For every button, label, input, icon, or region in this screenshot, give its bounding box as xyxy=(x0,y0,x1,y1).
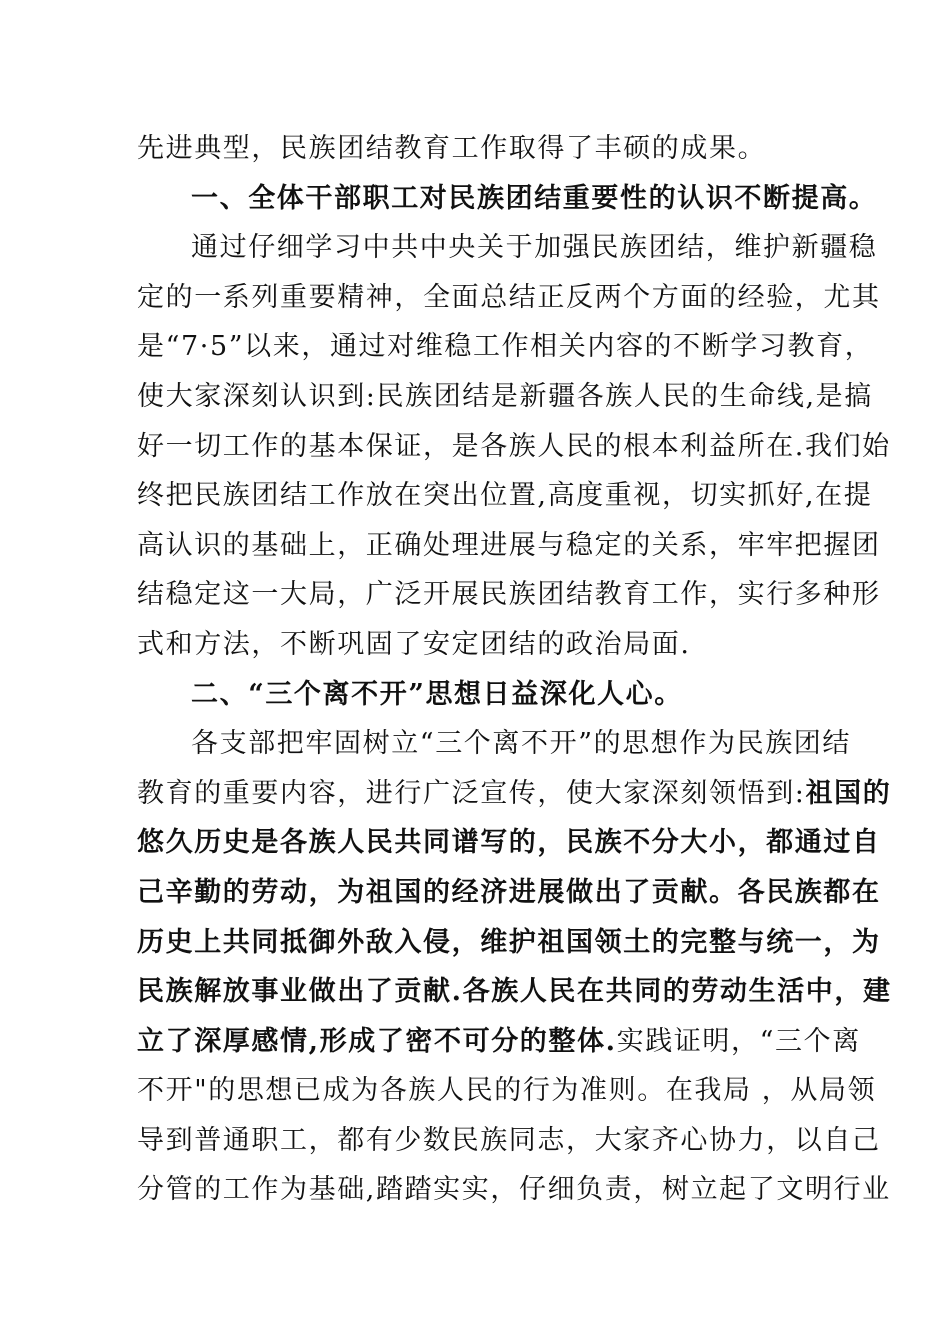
paragraph-line: 不开"的思想已成为各族人民的行为准则。在我局 ，从局领 xyxy=(137,1075,877,1107)
paragraph-line: 是“7·5”以来，通过对维稳工作相关内容的不断学习教育， xyxy=(137,331,874,363)
paragraph-line: 使大家深刻认识到:民族团结是新疆各族人民的生命线,是搞 xyxy=(137,380,873,412)
paragraph-line: 分管的工作为基础,踏踏实实，仔细负责，树立起了文明行业 xyxy=(137,1174,891,1206)
section-heading-2: 二、“三个离不开”思想日益深化人心。 xyxy=(191,678,683,710)
paragraph-line: 高认识的基础上，正确处理进展与稳定的关系，牢牢把握团 xyxy=(137,529,881,561)
bold-text: 祖国的 xyxy=(805,777,892,809)
paragraph-line: 式和方法，不断巩固了安定团结的政治局面. xyxy=(137,628,691,660)
paragraph-line: 民族解放事业做出了贡献.各族人民在共同的劳动生活中，建 xyxy=(137,976,892,1008)
regular-text: 实践证明，“三个离 xyxy=(616,1025,861,1057)
paragraph-line xyxy=(137,769,892,819)
paragraph-line: 历史上共同抵御外敌入侵，维护祖国领土的完整与统一，为 xyxy=(137,926,881,958)
bold-text: 立了深厚感情,形成了密不可分的整体. xyxy=(137,1025,617,1057)
paragraph-line: 各支部把牢固树立“三个离不开”的思想作为民族团结 xyxy=(191,728,852,760)
paragraph-line: 定的一系列重要精神，全面总结正反两个方面的经验，尤其 xyxy=(137,281,881,313)
paragraph-line: 悠久历史是各族人民共同谱写的，民族不分大小，都通过自 xyxy=(137,827,881,859)
document-body xyxy=(137,124,892,1215)
regular-text: 教育的重要内容，进行广泛宣传，使大家深刻领悟到: xyxy=(137,777,806,809)
section-heading-1: 一、全体干部职工对民族团结重要性的认识不断提高。 xyxy=(191,182,878,214)
paragraph-line: 通过仔细学习中共中央关于加强民族团结，维护新疆稳 xyxy=(191,232,878,264)
paragraph-line xyxy=(137,1017,861,1067)
paragraph-line: 结稳定这一大局，广泛开展民族团结教育工作，实行多种形 xyxy=(137,579,881,611)
body-line: 先进典型，民族团结教育工作取得了丰硕的成果。 xyxy=(137,133,767,164)
paragraph-line: 终把民族团结工作放在突出位置,高度重视，切实抓好,在提 xyxy=(137,480,873,512)
paragraph-line: 好一切工作的基本保证，是各族人民的根本利益所在.我们始 xyxy=(137,430,891,462)
paragraph-line: 导到普通职工，都有少数民族同志，大家齐心协力，以自己 xyxy=(137,1124,881,1156)
paragraph-line: 己辛勤的劳动，为祖国的经济进展做出了贡献。各民族都在 xyxy=(137,876,881,908)
